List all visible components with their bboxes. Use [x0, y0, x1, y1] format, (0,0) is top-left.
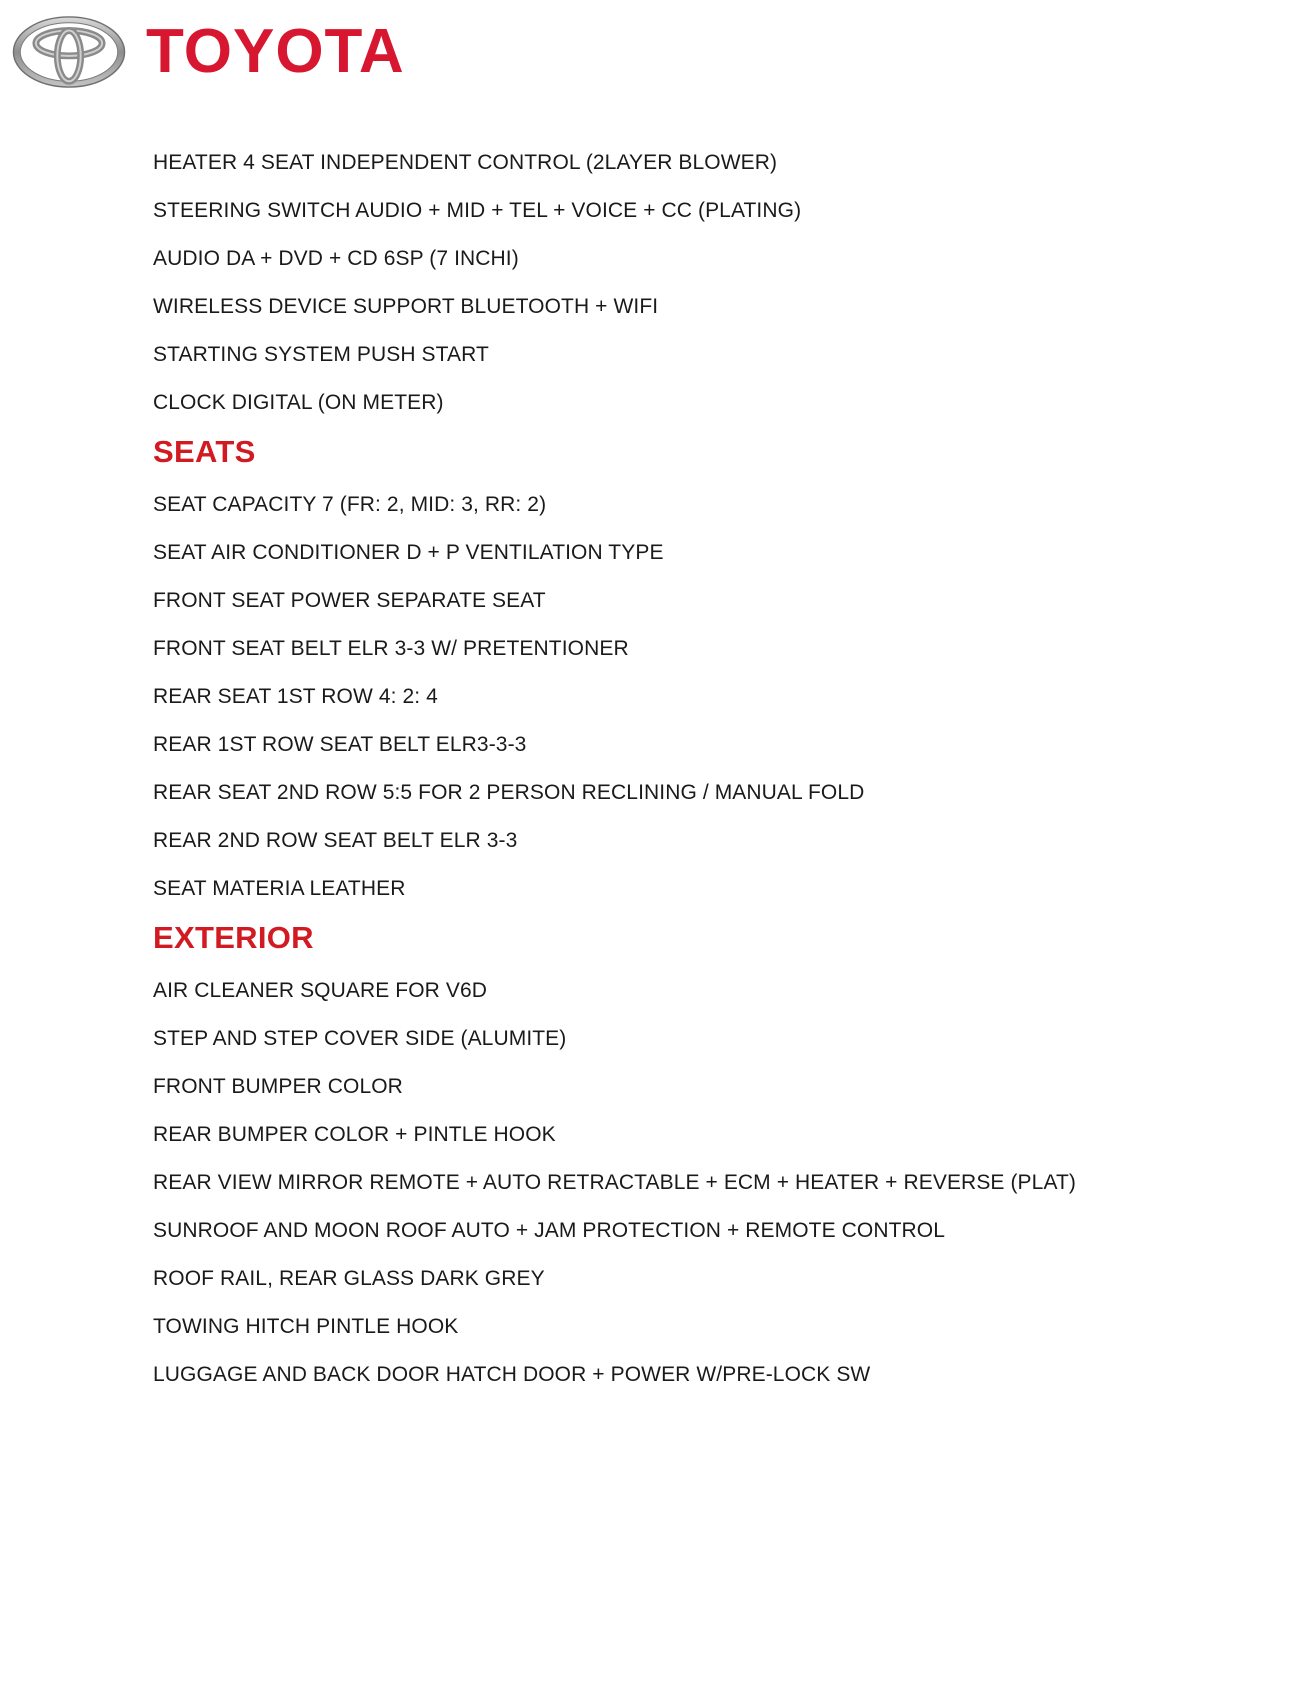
list-item: STEERING SWITCH AUDIO + MID + TEL + VOICE + CC (PLATING)	[153, 199, 802, 222]
list-item: CLOCK DIGITAL (ON METER)	[153, 391, 444, 414]
list-item: STARTING SYSTEM PUSH START	[153, 343, 489, 366]
list-item: REAR 2ND ROW SEAT BELT ELR 3-3	[153, 829, 518, 852]
list-item: STEP AND STEP COVER SIDE (ALUMITE)	[153, 1027, 567, 1050]
brand-wordmark: TOYOTA	[146, 17, 405, 86]
list-item: FRONT SEAT POWER SEPARATE SEAT	[153, 589, 546, 612]
list-item: SEAT AIR CONDITIONER D + P VENTILATION TYPE	[153, 541, 664, 564]
list-item: WIRELESS DEVICE SUPPORT BLUETOOTH + WIFI	[153, 295, 659, 318]
list-item: REAR BUMPER COLOR + PINTLE HOOK	[153, 1123, 556, 1146]
lead-items-section	[153, 150, 1253, 438]
spec-list	[153, 150, 1253, 1410]
list-item: AUDIO DA + DVD + CD 6SP (7 INCHI)	[153, 247, 519, 270]
header	[10, 12, 405, 92]
list-item: FRONT SEAT BELT ELR 3-3 W/ PRETENTIONER	[153, 637, 629, 660]
section-title-exterior: EXTERIOR	[153, 920, 314, 955]
list-item: SUNROOF AND MOON ROOF AUTO + JAM PROTECTION + REMOTE CONTROL	[153, 1219, 946, 1242]
list-item: HEATER 4 SEAT INDEPENDENT CONTROL (2LAYER BLOWER)	[153, 151, 778, 174]
list-item: SEAT CAPACITY 7 (FR: 2, MID: 3, RR: 2)	[153, 493, 547, 516]
list-item: REAR SEAT 1ST ROW 4: 2: 4	[153, 685, 438, 708]
toyota-emblem-icon	[10, 14, 128, 90]
seats-section	[153, 434, 1253, 924]
list-item: LUGGAGE AND BACK DOOR HATCH DOOR + POWER W/PRE-LOCK SW	[153, 1363, 871, 1386]
list-item: FRONT BUMPER COLOR	[153, 1075, 403, 1098]
list-item: REAR VIEW MIRROR REMOTE + AUTO RETRACTABLE + ECM + HEATER + REVERSE (PLAT)	[153, 1171, 1077, 1194]
section-title-seats: SEATS	[153, 434, 256, 469]
exterior-section	[153, 920, 1253, 1410]
list-item: ROOF RAIL, REAR GLASS DARK GREY	[153, 1267, 545, 1290]
list-item: REAR SEAT 2ND ROW 5:5 FOR 2 PERSON RECLINING / MANUAL FOLD	[153, 781, 865, 804]
list-item: AIR CLEANER SQUARE FOR V6D	[153, 979, 488, 1002]
list-item: SEAT MATERIA LEATHER	[153, 877, 406, 900]
list-item: TOWING HITCH PINTLE HOOK	[153, 1315, 459, 1338]
list-item: REAR 1ST ROW SEAT BELT ELR3-3-3	[153, 733, 527, 756]
